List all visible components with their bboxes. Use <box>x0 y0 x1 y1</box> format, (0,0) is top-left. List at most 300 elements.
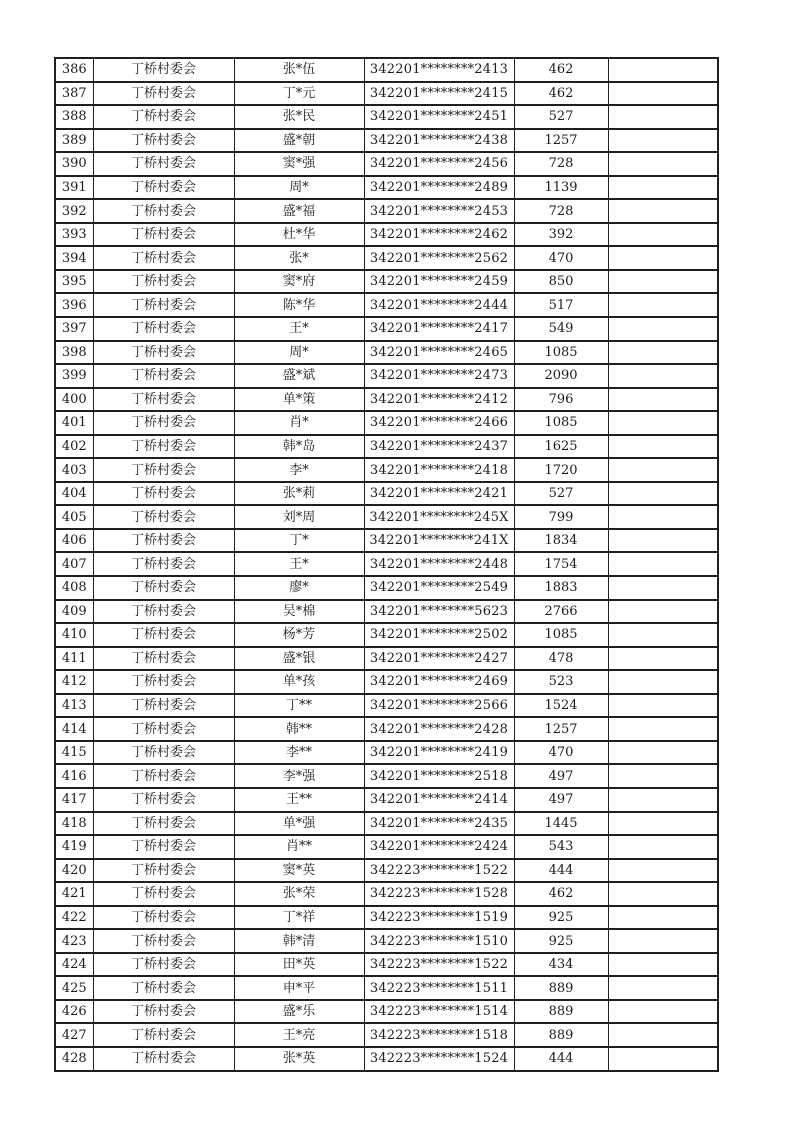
cell-amount: 728 <box>514 199 608 223</box>
table-row <box>55 293 718 317</box>
cell-amount: 2090 <box>514 364 608 388</box>
cell-unit-name: 丁桥村委会 <box>93 246 234 270</box>
cell-amount: 523 <box>514 670 608 694</box>
cell-id-masked: 342201********2421 <box>364 482 514 506</box>
cell-amount: 796 <box>514 388 608 412</box>
cell-note <box>608 929 718 953</box>
cell-person-name: 盛*乐 <box>234 1000 364 1024</box>
cell-id-masked: 342223********1514 <box>364 1000 514 1024</box>
cell-row-number: 424 <box>55 953 93 977</box>
cell-row-number: 390 <box>55 152 93 176</box>
table-row <box>55 1047 718 1071</box>
cell-amount: 889 <box>514 1023 608 1047</box>
cell-unit-name: 丁桥村委会 <box>93 1023 234 1047</box>
cell-id-masked: 342201********2502 <box>364 623 514 647</box>
cell-amount: 497 <box>514 764 608 788</box>
table-row <box>55 1023 718 1047</box>
table-row <box>55 812 718 836</box>
table-row <box>55 364 718 388</box>
cell-row-number: 427 <box>55 1023 93 1047</box>
table-row <box>55 882 718 906</box>
cell-note <box>608 717 718 741</box>
cell-row-number: 404 <box>55 482 93 506</box>
cell-person-name: 肖* <box>234 411 364 435</box>
cell-unit-name: 丁桥村委会 <box>93 882 234 906</box>
cell-person-name: 李** <box>234 741 364 765</box>
cell-row-number: 393 <box>55 223 93 247</box>
cell-id-masked: 342223********1522 <box>364 859 514 883</box>
cell-row-number: 402 <box>55 435 93 459</box>
table-row <box>55 388 718 412</box>
cell-row-number: 419 <box>55 835 93 859</box>
cell-unit-name: 丁桥村委会 <box>93 458 234 482</box>
table-row <box>55 764 718 788</box>
cell-amount: 1834 <box>514 529 608 553</box>
cell-person-name: 盛*福 <box>234 199 364 223</box>
cell-unit-name: 丁桥村委会 <box>93 694 234 718</box>
cell-row-number: 406 <box>55 529 93 553</box>
cell-person-name: 单*孩 <box>234 670 364 694</box>
cell-id-masked: 342201********2414 <box>364 788 514 812</box>
cell-id-masked: 342201********2462 <box>364 223 514 247</box>
table-row <box>55 176 718 200</box>
cell-note <box>608 199 718 223</box>
table-row <box>55 82 718 106</box>
cell-unit-name: 丁桥村委会 <box>93 717 234 741</box>
cell-amount: 728 <box>514 152 608 176</box>
table-row <box>55 482 718 506</box>
cell-person-name: 韩** <box>234 717 364 741</box>
cell-person-name: 张* <box>234 246 364 270</box>
cell-unit-name: 丁桥村委会 <box>93 388 234 412</box>
cell-note <box>608 882 718 906</box>
cell-person-name: 张*荣 <box>234 882 364 906</box>
cell-unit-name: 丁桥村委会 <box>93 293 234 317</box>
cell-unit-name: 丁桥村委会 <box>93 317 234 341</box>
cell-note <box>608 293 718 317</box>
cell-note <box>608 82 718 106</box>
cell-unit-name: 丁桥村委会 <box>93 176 234 200</box>
cell-row-number: 405 <box>55 505 93 529</box>
cell-unit-name: 丁桥村委会 <box>93 270 234 294</box>
cell-unit-name: 丁桥村委会 <box>93 600 234 624</box>
cell-id-masked: 342201********2419 <box>364 741 514 765</box>
table-row <box>55 246 718 270</box>
cell-row-number: 399 <box>55 364 93 388</box>
cell-row-number: 417 <box>55 788 93 812</box>
cell-note <box>608 552 718 576</box>
cell-person-name: 杜*华 <box>234 223 364 247</box>
cell-row-number: 408 <box>55 576 93 600</box>
cell-amount: 497 <box>514 788 608 812</box>
cell-id-masked: 342201********2413 <box>364 58 514 82</box>
table-row <box>55 199 718 223</box>
cell-id-masked: 342201********2428 <box>364 717 514 741</box>
cell-person-name: 周* <box>234 341 364 365</box>
cell-note <box>608 788 718 812</box>
cell-amount: 1524 <box>514 694 608 718</box>
cell-unit-name: 丁桥村委会 <box>93 505 234 529</box>
cell-id-masked: 342201********2437 <box>364 435 514 459</box>
cell-note <box>608 388 718 412</box>
cell-row-number: 411 <box>55 647 93 671</box>
cell-amount: 478 <box>514 647 608 671</box>
cell-row-number: 403 <box>55 458 93 482</box>
table-row <box>55 906 718 930</box>
cell-unit-name: 丁桥村委会 <box>93 1000 234 1024</box>
cell-person-name: 杨*芳 <box>234 623 364 647</box>
cell-note <box>608 1047 718 1071</box>
cell-amount: 470 <box>514 246 608 270</box>
cell-person-name: 廖* <box>234 576 364 600</box>
cell-row-number: 425 <box>55 976 93 1000</box>
cell-id-masked: 342201********2456 <box>364 152 514 176</box>
cell-id-masked: 342201********2469 <box>364 670 514 694</box>
cell-amount: 1139 <box>514 176 608 200</box>
cell-person-name: 丁* <box>234 529 364 553</box>
cell-amount: 549 <box>514 317 608 341</box>
cell-id-masked: 342223********1519 <box>364 906 514 930</box>
cell-amount: 543 <box>514 835 608 859</box>
cell-unit-name: 丁桥村委会 <box>93 576 234 600</box>
table-row <box>55 976 718 1000</box>
table-row <box>55 152 718 176</box>
cell-unit-name: 丁桥村委会 <box>93 411 234 435</box>
cell-note <box>608 435 718 459</box>
table-row <box>55 717 718 741</box>
cell-row-number: 420 <box>55 859 93 883</box>
cell-note <box>608 576 718 600</box>
cell-row-number: 387 <box>55 82 93 106</box>
cell-amount: 444 <box>514 859 608 883</box>
cell-unit-name: 丁桥村委会 <box>93 788 234 812</box>
cell-person-name: 单*强 <box>234 812 364 836</box>
cell-amount: 1085 <box>514 623 608 647</box>
cell-unit-name: 丁桥村委会 <box>93 482 234 506</box>
cell-id-masked: 342201********5623 <box>364 600 514 624</box>
cell-unit-name: 丁桥村委会 <box>93 364 234 388</box>
cell-note <box>608 1023 718 1047</box>
table-row <box>55 529 718 553</box>
cell-person-name: 吴*棉 <box>234 600 364 624</box>
cell-note <box>608 364 718 388</box>
cell-amount: 1754 <box>514 552 608 576</box>
table-row <box>55 341 718 365</box>
cell-person-name: 窦*府 <box>234 270 364 294</box>
cell-note <box>608 411 718 435</box>
cell-person-name: 韩*清 <box>234 929 364 953</box>
cell-row-number: 386 <box>55 58 93 82</box>
cell-unit-name: 丁桥村委会 <box>93 552 234 576</box>
cell-person-name: 丁** <box>234 694 364 718</box>
cell-note <box>608 458 718 482</box>
table-row <box>55 670 718 694</box>
cell-amount: 517 <box>514 293 608 317</box>
cell-unit-name: 丁桥村委会 <box>93 341 234 365</box>
cell-id-masked: 342201********2435 <box>364 812 514 836</box>
cell-amount: 1257 <box>514 129 608 153</box>
cell-amount: 1625 <box>514 435 608 459</box>
cell-id-masked: 342223********1524 <box>364 1047 514 1071</box>
cell-row-number: 421 <box>55 882 93 906</box>
cell-amount: 470 <box>514 741 608 765</box>
cell-row-number: 395 <box>55 270 93 294</box>
cell-unit-name: 丁桥村委会 <box>93 223 234 247</box>
cell-amount: 434 <box>514 953 608 977</box>
cell-note <box>608 647 718 671</box>
cell-id-masked: 342201********241X <box>364 529 514 553</box>
cell-note <box>608 670 718 694</box>
table-row <box>55 505 718 529</box>
cell-note <box>608 270 718 294</box>
cell-id-masked: 342201********2417 <box>364 317 514 341</box>
cell-row-number: 416 <box>55 764 93 788</box>
cell-amount: 462 <box>514 82 608 106</box>
cell-row-number: 414 <box>55 717 93 741</box>
cell-note <box>608 906 718 930</box>
cell-note <box>608 529 718 553</box>
cell-person-name: 丁*元 <box>234 82 364 106</box>
cell-person-name: 申*平 <box>234 976 364 1000</box>
cell-person-name: 李*强 <box>234 764 364 788</box>
table-row <box>55 600 718 624</box>
beneficiary-table <box>54 57 719 1072</box>
cell-note <box>608 953 718 977</box>
cell-id-masked: 342201********2418 <box>364 458 514 482</box>
cell-amount: 527 <box>514 105 608 129</box>
cell-unit-name: 丁桥村委会 <box>93 647 234 671</box>
cell-unit-name: 丁桥村委会 <box>93 953 234 977</box>
cell-amount: 1085 <box>514 341 608 365</box>
cell-unit-name: 丁桥村委会 <box>93 129 234 153</box>
cell-id-masked: 342201********2427 <box>364 647 514 671</box>
cell-note <box>608 741 718 765</box>
table-row <box>55 647 718 671</box>
cell-person-name: 张*民 <box>234 105 364 129</box>
cell-row-number: 413 <box>55 694 93 718</box>
cell-id-masked: 342201********2489 <box>364 176 514 200</box>
cell-note <box>608 341 718 365</box>
cell-id-masked: 342223********1511 <box>364 976 514 1000</box>
cell-person-name: 张*伍 <box>234 58 364 82</box>
cell-person-name: 王* <box>234 317 364 341</box>
cell-id-masked: 342223********1522 <box>364 953 514 977</box>
cell-note <box>608 859 718 883</box>
cell-id-masked: 342201********245X <box>364 505 514 529</box>
cell-id-masked: 342223********1510 <box>364 929 514 953</box>
cell-id-masked: 342201********2448 <box>364 552 514 576</box>
cell-person-name: 单*策 <box>234 388 364 412</box>
table-row <box>55 105 718 129</box>
cell-amount: 1085 <box>514 411 608 435</box>
table-row <box>55 552 718 576</box>
table-row <box>55 623 718 647</box>
cell-unit-name: 丁桥村委会 <box>93 976 234 1000</box>
table-row <box>55 58 718 82</box>
table-row <box>55 435 718 459</box>
cell-note <box>608 317 718 341</box>
cell-person-name: 李* <box>234 458 364 482</box>
cell-unit-name: 丁桥村委会 <box>93 670 234 694</box>
cell-unit-name: 丁桥村委会 <box>93 58 234 82</box>
cell-row-number: 418 <box>55 812 93 836</box>
cell-unit-name: 丁桥村委会 <box>93 199 234 223</box>
cell-note <box>608 764 718 788</box>
cell-id-masked: 342201********2566 <box>364 694 514 718</box>
cell-unit-name: 丁桥村委会 <box>93 82 234 106</box>
cell-unit-name: 丁桥村委会 <box>93 906 234 930</box>
cell-amount: 392 <box>514 223 608 247</box>
cell-person-name: 盛*斌 <box>234 364 364 388</box>
cell-id-masked: 342201********2415 <box>364 82 514 106</box>
cell-row-number: 412 <box>55 670 93 694</box>
cell-amount: 889 <box>514 976 608 1000</box>
cell-unit-name: 丁桥村委会 <box>93 435 234 459</box>
cell-person-name: 周* <box>234 176 364 200</box>
cell-row-number: 398 <box>55 341 93 365</box>
table-row <box>55 129 718 153</box>
cell-id-masked: 342201********2473 <box>364 364 514 388</box>
cell-note <box>608 223 718 247</box>
cell-unit-name: 丁桥村委会 <box>93 1047 234 1071</box>
cell-note <box>608 812 718 836</box>
cell-person-name: 刘*周 <box>234 505 364 529</box>
beneficiary-table-body <box>55 58 718 1071</box>
cell-person-name: 窦*强 <box>234 152 364 176</box>
cell-unit-name: 丁桥村委会 <box>93 105 234 129</box>
cell-id-masked: 342201********2518 <box>364 764 514 788</box>
cell-id-masked: 342223********1528 <box>364 882 514 906</box>
cell-note <box>608 600 718 624</box>
cell-row-number: 396 <box>55 293 93 317</box>
table-row <box>55 458 718 482</box>
cell-row-number: 392 <box>55 199 93 223</box>
cell-id-masked: 342201********2424 <box>364 835 514 859</box>
cell-row-number: 428 <box>55 1047 93 1071</box>
cell-amount: 925 <box>514 929 608 953</box>
cell-id-masked: 342201********2444 <box>364 293 514 317</box>
cell-unit-name: 丁桥村委会 <box>93 152 234 176</box>
cell-note <box>608 1000 718 1024</box>
table-row <box>55 741 718 765</box>
table-row <box>55 1000 718 1024</box>
table-row <box>55 953 718 977</box>
table-row <box>55 859 718 883</box>
cell-row-number: 423 <box>55 929 93 953</box>
cell-unit-name: 丁桥村委会 <box>93 929 234 953</box>
cell-row-number: 389 <box>55 129 93 153</box>
cell-row-number: 388 <box>55 105 93 129</box>
cell-note <box>608 976 718 1000</box>
cell-note <box>608 505 718 529</box>
cell-note <box>608 482 718 506</box>
cell-unit-name: 丁桥村委会 <box>93 741 234 765</box>
cell-id-masked: 342201********2466 <box>364 411 514 435</box>
cell-id-masked: 342201********2465 <box>364 341 514 365</box>
cell-note <box>608 152 718 176</box>
table-row <box>55 317 718 341</box>
cell-note <box>608 58 718 82</box>
cell-person-name: 盛*朝 <box>234 129 364 153</box>
cell-person-name: 窦*英 <box>234 859 364 883</box>
cell-person-name: 盛*银 <box>234 647 364 671</box>
cell-row-number: 397 <box>55 317 93 341</box>
cell-amount: 889 <box>514 1000 608 1024</box>
cell-note <box>608 835 718 859</box>
cell-person-name: 肖** <box>234 835 364 859</box>
cell-amount: 799 <box>514 505 608 529</box>
table-row <box>55 788 718 812</box>
cell-amount: 1257 <box>514 717 608 741</box>
cell-row-number: 401 <box>55 411 93 435</box>
cell-id-masked: 342201********2438 <box>364 129 514 153</box>
cell-person-name: 丁*祥 <box>234 906 364 930</box>
cell-person-name: 王** <box>234 788 364 812</box>
cell-amount: 2766 <box>514 600 608 624</box>
cell-person-name: 王* <box>234 552 364 576</box>
cell-id-masked: 342201********2562 <box>364 246 514 270</box>
cell-unit-name: 丁桥村委会 <box>93 859 234 883</box>
cell-person-name: 张*莉 <box>234 482 364 506</box>
cell-note <box>608 694 718 718</box>
table-row <box>55 223 718 247</box>
cell-unit-name: 丁桥村委会 <box>93 529 234 553</box>
cell-amount: 850 <box>514 270 608 294</box>
cell-amount: 462 <box>514 882 608 906</box>
cell-note <box>608 129 718 153</box>
cell-row-number: 415 <box>55 741 93 765</box>
cell-unit-name: 丁桥村委会 <box>93 812 234 836</box>
cell-person-name: 王*亮 <box>234 1023 364 1047</box>
table-row <box>55 929 718 953</box>
cell-amount: 1720 <box>514 458 608 482</box>
cell-id-masked: 342201********2451 <box>364 105 514 129</box>
cell-row-number: 400 <box>55 388 93 412</box>
cell-note <box>608 105 718 129</box>
cell-id-masked: 342223********1518 <box>364 1023 514 1047</box>
cell-amount: 527 <box>514 482 608 506</box>
cell-row-number: 410 <box>55 623 93 647</box>
table-row <box>55 411 718 435</box>
cell-person-name: 张*英 <box>234 1047 364 1071</box>
cell-amount: 925 <box>514 906 608 930</box>
cell-id-masked: 342201********2412 <box>364 388 514 412</box>
cell-person-name: 陈*华 <box>234 293 364 317</box>
cell-row-number: 422 <box>55 906 93 930</box>
table-row <box>55 694 718 718</box>
cell-note <box>608 623 718 647</box>
table-row <box>55 835 718 859</box>
cell-row-number: 391 <box>55 176 93 200</box>
cell-unit-name: 丁桥村委会 <box>93 835 234 859</box>
cell-amount: 1883 <box>514 576 608 600</box>
cell-amount: 462 <box>514 58 608 82</box>
cell-unit-name: 丁桥村委会 <box>93 764 234 788</box>
cell-row-number: 394 <box>55 246 93 270</box>
cell-person-name: 田*英 <box>234 953 364 977</box>
cell-person-name: 韩*岛 <box>234 435 364 459</box>
table-row <box>55 270 718 294</box>
cell-id-masked: 342201********2549 <box>364 576 514 600</box>
cell-amount: 444 <box>514 1047 608 1071</box>
cell-amount: 1445 <box>514 812 608 836</box>
cell-row-number: 407 <box>55 552 93 576</box>
cell-note <box>608 176 718 200</box>
cell-id-masked: 342201********2459 <box>364 270 514 294</box>
cell-id-masked: 342201********2453 <box>364 199 514 223</box>
table-row <box>55 576 718 600</box>
cell-row-number: 409 <box>55 600 93 624</box>
